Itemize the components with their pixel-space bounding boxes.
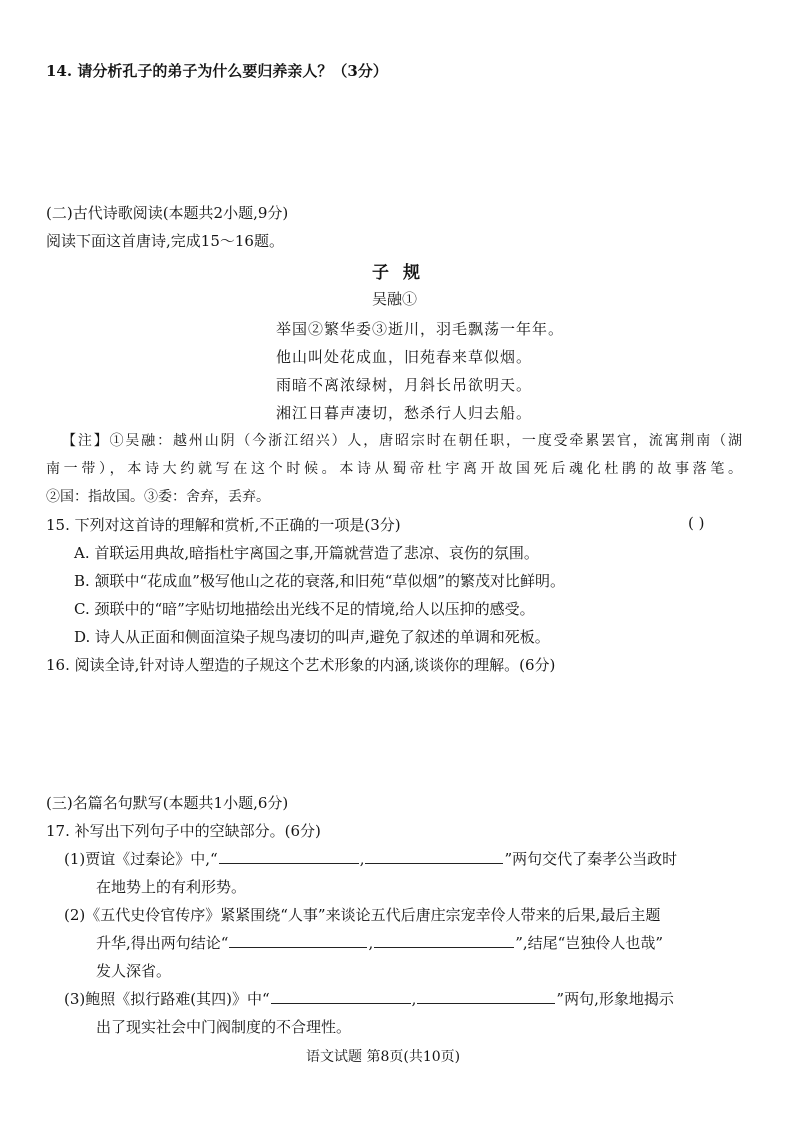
question-17-part-3 xyxy=(64,988,674,1010)
fill-blank[interactable] xyxy=(229,932,367,948)
question-17-part-2-end: 发人深省。 xyxy=(96,962,172,980)
question-14: 14. 请分析孔子的弟子为什么要归养亲人？（3分） xyxy=(46,62,388,80)
fill-blank[interactable] xyxy=(365,848,503,864)
question-15-stem: 15. 下列对这首诗的理解和赏析,不正确的一项是(3分) xyxy=(46,516,401,534)
question-17-part-1 xyxy=(64,848,677,870)
part-1-tail: ”两句交代了秦孝公当政时 xyxy=(504,850,678,868)
blank-separator: , xyxy=(368,934,374,952)
question-17-part-1-cont: 在地势上的有利形势。 xyxy=(96,878,247,896)
poem-note-line: 【注】①吴融：越州山阴（今浙江绍兴）人，唐昭宗时在朝任职，一度受牵累罢官，流寓荆南（湖 xyxy=(62,433,742,449)
part-2-tail: ”,结尾“岂独伶人也哉” xyxy=(515,934,663,952)
poem-line: 湘江日暮声凄切，愁杀行人归去船。 xyxy=(276,404,533,422)
fill-blank[interactable] xyxy=(417,988,555,1004)
poem-author: 吴融① xyxy=(372,290,418,308)
part-2-lead: 升华,得出两句结论“ xyxy=(96,934,229,952)
question-17-part-2-cont xyxy=(96,932,663,954)
answer-paren: ( ) xyxy=(688,514,705,532)
question-16: 16. 阅读全诗,针对诗人塑造的子规这个艺术形象的内涵,谈谈你的理解。(6分) xyxy=(46,656,556,674)
poem-line: 举国②繁华委③逝川，羽毛飘荡一年年。 xyxy=(276,320,565,338)
fill-blank[interactable] xyxy=(271,988,411,1004)
question-17-part-3-cont: 出了现实社会中门阀制度的不合理性。 xyxy=(96,1018,352,1036)
part-3-lead: (3)鲍照《拟行路难(其四)》中“ xyxy=(64,990,270,1008)
section-2-instruction: 阅读下面这首唐诗,完成15～16题。 xyxy=(46,232,284,250)
part-3-tail: ”两句,形象地揭示 xyxy=(556,990,674,1008)
poem-line: 雨暗不离浓绿树，月斜长吊欲明天。 xyxy=(276,376,533,394)
question-17-part-2: (2)《五代史伶官传序》紧紧围绕“人事”来谈论五代后唐庄宗宠幸伶人带来的后果,最后主题 xyxy=(64,906,661,924)
option-c: C. 颈联中的“暗”字贴切地描绘出光线不足的情境,给人以压抑的感受。 xyxy=(74,600,535,618)
section-3-heading: (三)名篇名句默写(本题共1小题,6分) xyxy=(46,794,289,812)
fill-blank[interactable] xyxy=(374,932,514,948)
poem-title: 子规 xyxy=(372,263,434,283)
blank-separator: , xyxy=(411,990,417,1008)
poem-note-line: 南一带），本诗大约就写在这个时候。本诗从蜀帝杜宇离开故国死后魂化杜鹃的故事落笔。 xyxy=(46,461,742,477)
fill-blank[interactable] xyxy=(219,848,359,864)
page-footer: 语文试题 第8页(共10页) xyxy=(306,1049,461,1065)
blank-separator: , xyxy=(359,850,365,868)
option-b: B. 颔联中“花成血”极写他山之花的衰落,和旧苑“草似烟”的繁茂对比鲜明。 xyxy=(74,572,566,590)
poem-line: 他山叫处花成血，旧苑春来草似烟。 xyxy=(276,348,533,366)
poem-note-line: ②国：指故国。③委：舍弃，丢弃。 xyxy=(46,489,270,505)
part-1-lead: (1)贾谊《过秦论》中,“ xyxy=(64,850,218,868)
option-a: A. 首联运用典故,暗指杜宇离国之事,开篇就营造了悲凉、哀伤的氛围。 xyxy=(74,544,539,562)
option-d: D. 诗人从正面和侧面渲染子规鸟凄切的叫声,避免了叙述的单调和死板。 xyxy=(74,628,550,646)
question-17-stem: 17. 补写出下列句子中的空缺部分。(6分) xyxy=(46,822,321,840)
section-2-heading: (二)古代诗歌阅读(本题共2小题,9分) xyxy=(46,204,289,222)
